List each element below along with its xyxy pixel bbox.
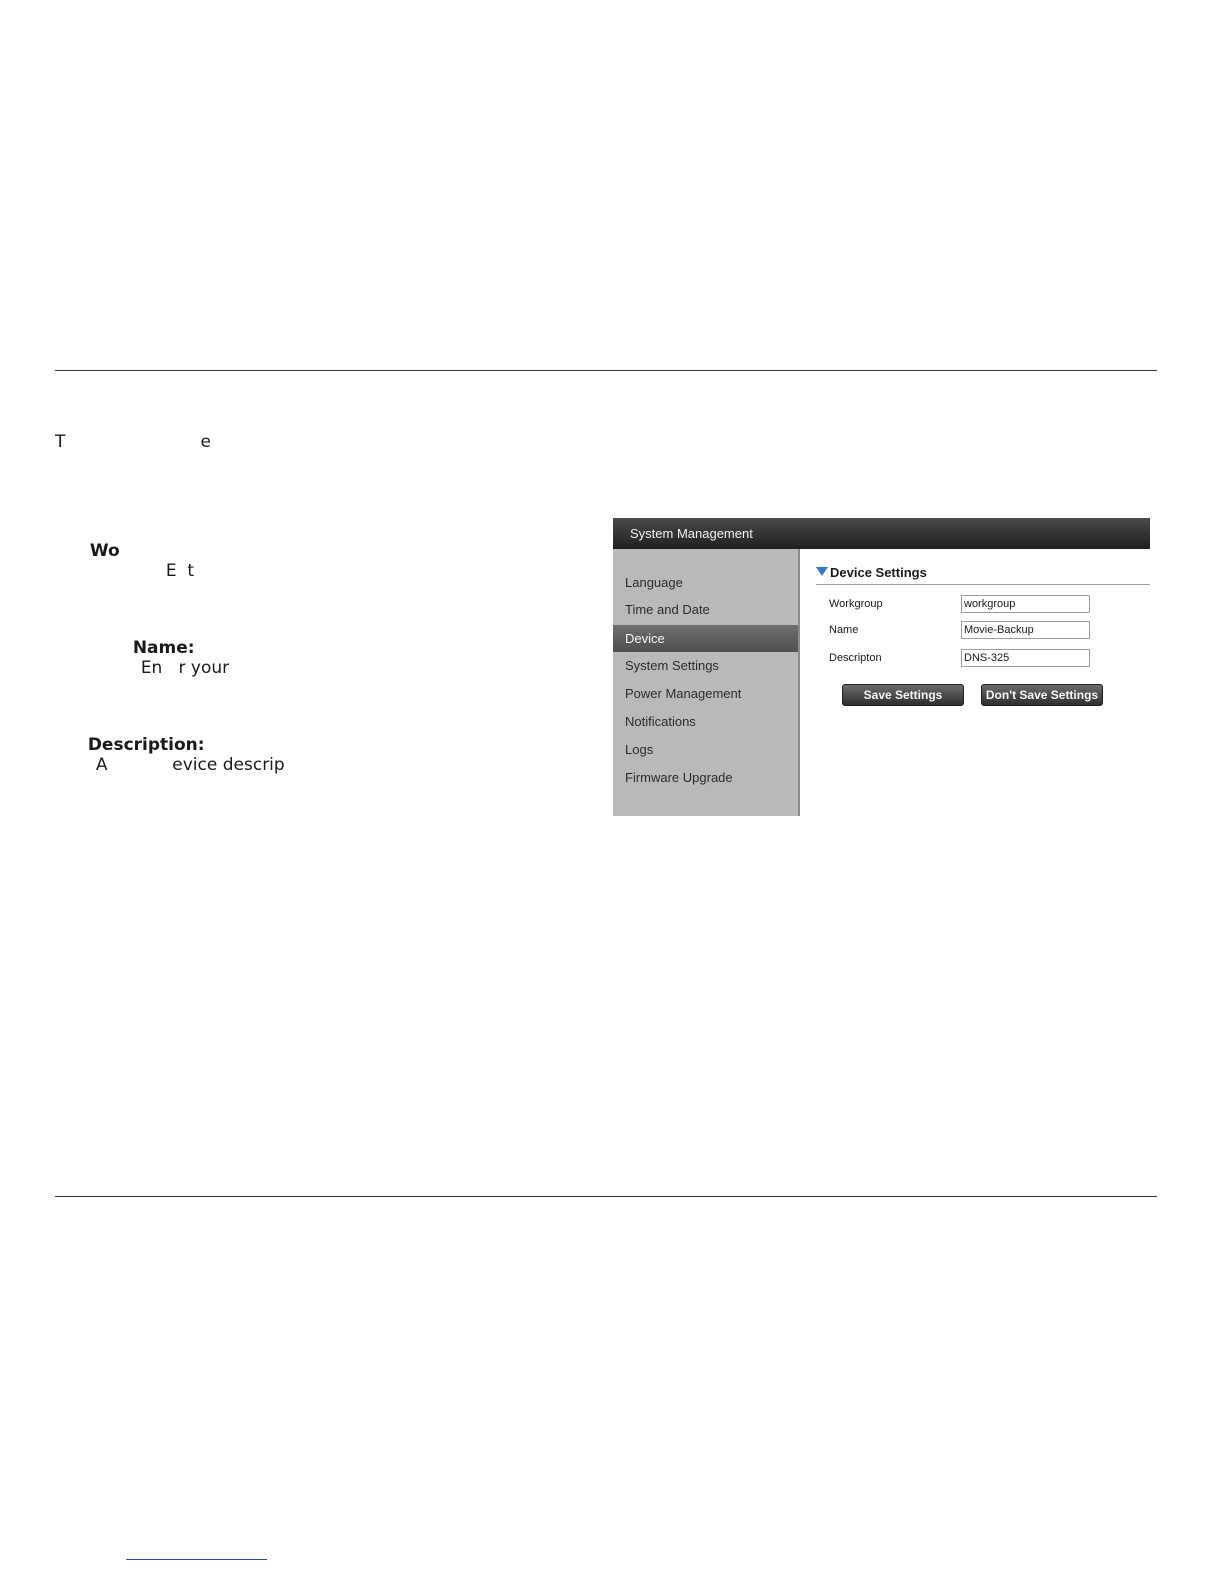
- window-title: System Management: [613, 518, 1150, 549]
- workgroup-label: Workgroup: [829, 598, 883, 610]
- name-label: Name: [829, 624, 859, 636]
- sidebar-item-notifications[interactable]: Notifications: [625, 714, 696, 729]
- save-settings-button[interactable]: Save Settings: [842, 684, 964, 706]
- section-title: Device Settings: [830, 565, 927, 580]
- description-input[interactable]: DNS-325: [961, 649, 1090, 667]
- section-header[interactable]: [816, 564, 1150, 585]
- workgroup-input[interactable]: workgroup: [961, 595, 1090, 613]
- sidebar-item-power-management[interactable]: Power Management: [625, 686, 742, 701]
- description-label: Descripton: [829, 652, 882, 664]
- field-row-workgroup: [79, 521, 194, 581]
- sidebar-item-time-and-date[interactable]: Time and Date: [625, 602, 710, 617]
- sidebar-item-language[interactable]: Language: [625, 575, 683, 590]
- system-management-screenshot: [613, 518, 1150, 816]
- sidebar: [613, 549, 800, 816]
- sidebar-item-device[interactable]: Device: [613, 625, 798, 652]
- device-settings-panel: [800, 549, 1150, 816]
- sidebar-item-system-settings[interactable]: System Settings: [625, 658, 719, 673]
- top-divider: [55, 370, 1157, 371]
- field-term-name: Name:: [132, 638, 195, 658]
- intro-paragraph: T e: [55, 432, 211, 452]
- field-desc-name: En r your: [140, 658, 230, 678]
- name-input[interactable]: Movie-Backup: [961, 621, 1090, 639]
- field-term-workgroup: Wo: [89, 541, 120, 561]
- footer-link-underline[interactable]: [126, 1559, 267, 1560]
- field-term-description: Description:: [87, 735, 205, 755]
- field-desc-description: A evice descrip: [95, 755, 285, 775]
- field-row-name: [122, 618, 229, 678]
- sidebar-item-logs[interactable]: Logs: [625, 742, 654, 757]
- expand-triangle-icon[interactable]: [816, 567, 828, 576]
- bottom-divider: [55, 1196, 1157, 1197]
- field-desc-workgroup: E t: [165, 561, 195, 581]
- dont-save-settings-button[interactable]: Don't Save Settings: [981, 684, 1103, 706]
- sidebar-item-firmware-upgrade[interactable]: Firmware Upgrade: [625, 770, 733, 785]
- field-row-description: [77, 715, 285, 775]
